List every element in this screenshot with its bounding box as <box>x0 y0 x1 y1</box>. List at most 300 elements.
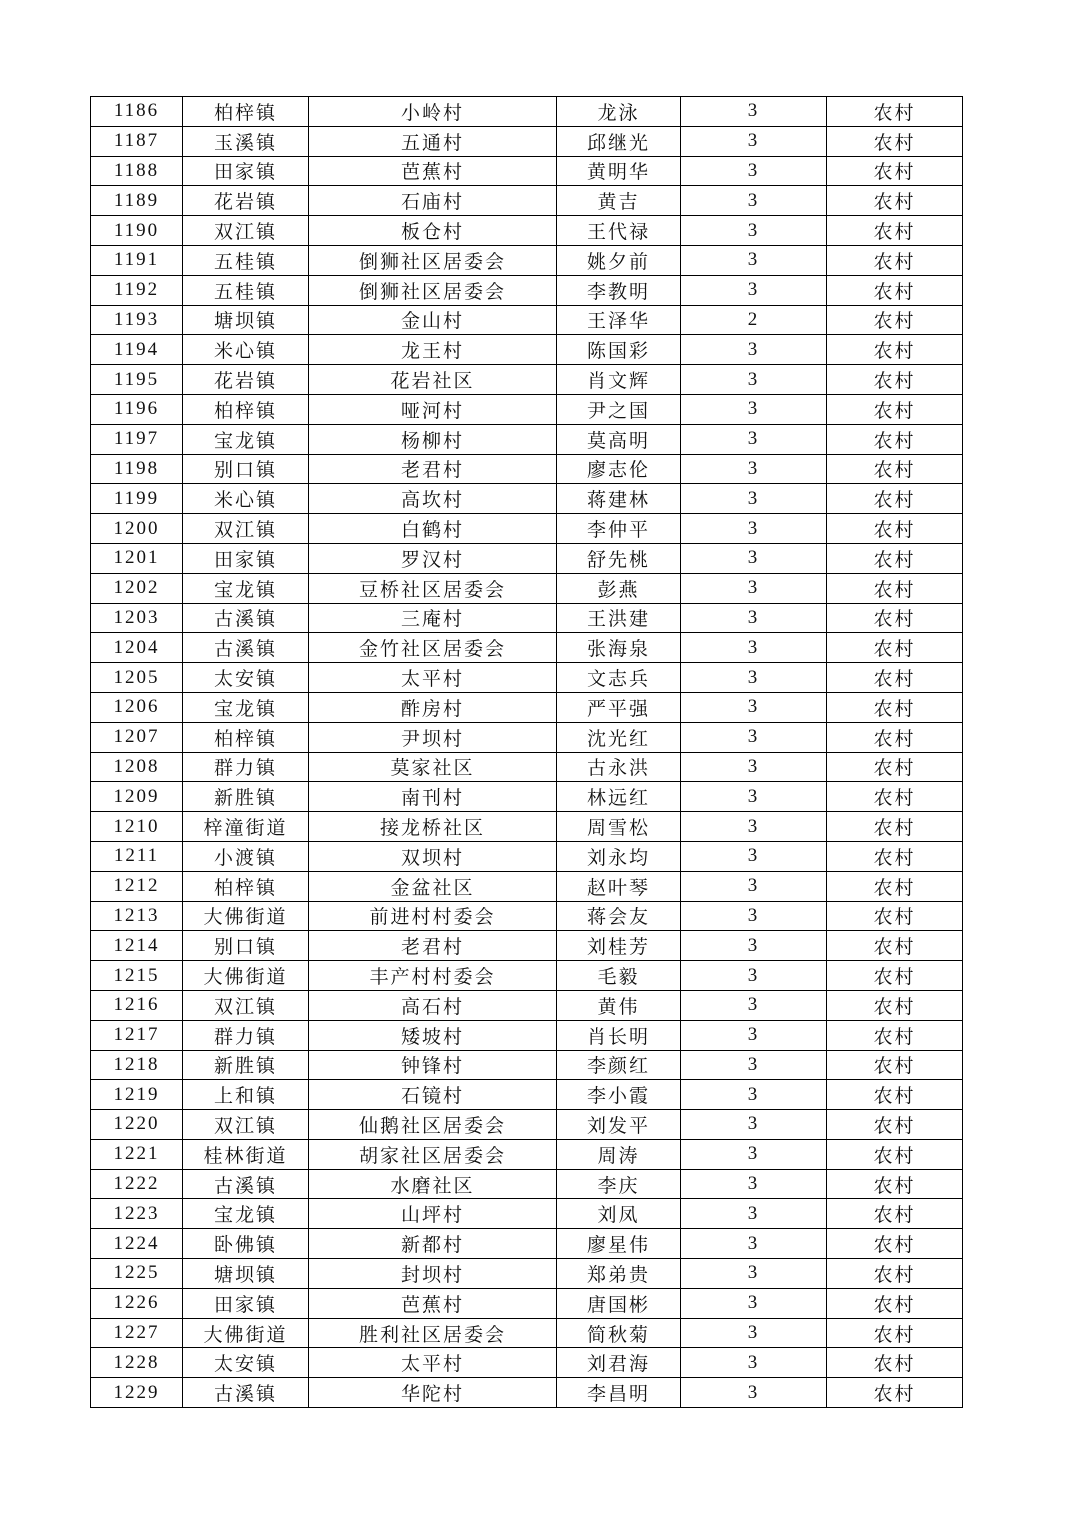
village-cell: 高坎村 <box>309 484 557 514</box>
category-cell: 农村 <box>827 126 963 156</box>
town-cell: 宝龙镇 <box>183 424 309 454</box>
town-cell: 上和镇 <box>183 1080 309 1110</box>
name-cell: 黄吉 <box>557 186 681 216</box>
serial-number-cell: 1192 <box>91 275 183 305</box>
table-row <box>91 722 963 752</box>
name-cell: 舒先桃 <box>557 543 681 573</box>
category-cell: 农村 <box>827 1110 963 1140</box>
count-cell: 3 <box>681 1259 827 1289</box>
table-row <box>91 514 963 544</box>
village-cell: 酢房村 <box>309 692 557 722</box>
town-cell: 小渡镇 <box>183 841 309 871</box>
table-row <box>91 633 963 663</box>
table-row <box>91 454 963 484</box>
town-cell: 田家镇 <box>183 156 309 186</box>
serial-number-cell: 1189 <box>91 186 183 216</box>
village-cell: 花岩社区 <box>309 365 557 395</box>
village-cell: 罗汉村 <box>309 543 557 573</box>
count-cell: 3 <box>681 812 827 842</box>
village-cell: 金山村 <box>309 305 557 335</box>
category-cell: 农村 <box>827 1259 963 1289</box>
category-cell: 农村 <box>827 603 963 633</box>
category-cell: 农村 <box>827 156 963 186</box>
serial-number-cell: 1213 <box>91 901 183 931</box>
table-row <box>91 275 963 305</box>
category-cell: 农村 <box>827 1348 963 1378</box>
village-cell: 白鹤村 <box>309 514 557 544</box>
table-row <box>91 335 963 365</box>
table-row <box>91 573 963 603</box>
village-cell: 南刊村 <box>309 782 557 812</box>
name-cell: 彭燕 <box>557 573 681 603</box>
town-cell: 花岩镇 <box>183 365 309 395</box>
serial-number-cell: 1193 <box>91 305 183 335</box>
count-cell: 2 <box>681 305 827 335</box>
table-row <box>91 782 963 812</box>
category-cell: 农村 <box>827 752 963 782</box>
town-cell: 宝龙镇 <box>183 1199 309 1229</box>
table-row <box>91 901 963 931</box>
count-cell: 3 <box>681 663 827 693</box>
serial-number-cell: 1188 <box>91 156 183 186</box>
table-row <box>91 424 963 454</box>
table-row <box>91 1259 963 1289</box>
name-cell: 蒋会友 <box>557 901 681 931</box>
village-cell: 前进村村委会 <box>309 901 557 931</box>
serial-number-cell: 1205 <box>91 663 183 693</box>
category-cell: 农村 <box>827 394 963 424</box>
village-cell: 倒狮社区居委会 <box>309 275 557 305</box>
name-cell: 肖文辉 <box>557 365 681 395</box>
village-cell: 新都村 <box>309 1229 557 1259</box>
town-cell: 花岩镇 <box>183 186 309 216</box>
name-cell: 古永洪 <box>557 752 681 782</box>
table-row <box>91 812 963 842</box>
count-cell: 3 <box>681 424 827 454</box>
count-cell: 3 <box>681 126 827 156</box>
category-cell: 农村 <box>827 722 963 752</box>
category-cell: 农村 <box>827 663 963 693</box>
table-row <box>91 245 963 275</box>
serial-number-cell: 1208 <box>91 752 183 782</box>
count-cell: 3 <box>681 1199 827 1229</box>
serial-number-cell: 1207 <box>91 722 183 752</box>
town-cell: 双江镇 <box>183 216 309 246</box>
table-row <box>91 1348 963 1378</box>
count-cell: 3 <box>681 454 827 484</box>
count-cell: 3 <box>681 603 827 633</box>
category-cell: 农村 <box>827 812 963 842</box>
table-row <box>91 752 963 782</box>
name-cell: 肖长明 <box>557 1020 681 1050</box>
count-cell: 3 <box>681 156 827 186</box>
village-cell: 钟锋村 <box>309 1050 557 1080</box>
village-cell: 矮坡村 <box>309 1020 557 1050</box>
serial-number-cell: 1199 <box>91 484 183 514</box>
village-cell: 石庙村 <box>309 186 557 216</box>
category-cell: 农村 <box>827 1080 963 1110</box>
serial-number-cell: 1206 <box>91 692 183 722</box>
serial-number-cell: 1186 <box>91 97 183 127</box>
roster-table <box>90 96 963 1408</box>
category-cell: 农村 <box>827 990 963 1020</box>
village-cell: 高石村 <box>309 990 557 1020</box>
town-cell: 田家镇 <box>183 543 309 573</box>
name-cell: 唐国彬 <box>557 1288 681 1318</box>
category-cell: 农村 <box>827 901 963 931</box>
serial-number-cell: 1195 <box>91 365 183 395</box>
table-row <box>91 1139 963 1169</box>
count-cell: 3 <box>681 1050 827 1080</box>
town-cell: 柏梓镇 <box>183 871 309 901</box>
village-cell: 小岭村 <box>309 97 557 127</box>
category-cell: 农村 <box>827 1050 963 1080</box>
table-row <box>91 156 963 186</box>
count-cell: 3 <box>681 543 827 573</box>
category-cell: 农村 <box>827 1229 963 1259</box>
category-cell: 农村 <box>827 1139 963 1169</box>
serial-number-cell: 1224 <box>91 1229 183 1259</box>
serial-number-cell: 1223 <box>91 1199 183 1229</box>
village-cell: 豆桥社区居委会 <box>309 573 557 603</box>
count-cell: 3 <box>681 97 827 127</box>
table-row <box>91 394 963 424</box>
village-cell: 华陀村 <box>309 1378 557 1408</box>
category-cell: 农村 <box>827 782 963 812</box>
name-cell: 李颜红 <box>557 1050 681 1080</box>
category-cell: 农村 <box>827 365 963 395</box>
name-cell: 周雪松 <box>557 812 681 842</box>
town-cell: 太安镇 <box>183 1348 309 1378</box>
village-cell: 封坝村 <box>309 1259 557 1289</box>
name-cell: 刘桂芳 <box>557 931 681 961</box>
category-cell: 农村 <box>827 335 963 365</box>
town-cell: 新胜镇 <box>183 1050 309 1080</box>
category-cell: 农村 <box>827 931 963 961</box>
name-cell: 郑弟贵 <box>557 1259 681 1289</box>
serial-number-cell: 1221 <box>91 1139 183 1169</box>
village-cell: 水磨社区 <box>309 1169 557 1199</box>
town-cell: 太安镇 <box>183 663 309 693</box>
town-cell: 塘坝镇 <box>183 305 309 335</box>
village-cell: 金竹社区居委会 <box>309 633 557 663</box>
category-cell: 农村 <box>827 1318 963 1348</box>
town-cell: 群力镇 <box>183 752 309 782</box>
count-cell: 3 <box>681 722 827 752</box>
serial-number-cell: 1212 <box>91 871 183 901</box>
village-cell: 山坪村 <box>309 1199 557 1229</box>
serial-number-cell: 1197 <box>91 424 183 454</box>
table-row <box>91 1169 963 1199</box>
name-cell: 邱继光 <box>557 126 681 156</box>
category-cell: 农村 <box>827 275 963 305</box>
serial-number-cell: 1216 <box>91 990 183 1020</box>
town-cell: 别口镇 <box>183 931 309 961</box>
category-cell: 农村 <box>827 573 963 603</box>
village-cell: 仙鹅社区居委会 <box>309 1110 557 1140</box>
town-cell: 五桂镇 <box>183 245 309 275</box>
serial-number-cell: 1196 <box>91 394 183 424</box>
name-cell: 李教明 <box>557 275 681 305</box>
count-cell: 3 <box>681 871 827 901</box>
count-cell: 3 <box>681 990 827 1020</box>
serial-number-cell: 1215 <box>91 961 183 991</box>
village-cell: 芭蕉村 <box>309 1288 557 1318</box>
name-cell: 李庆 <box>557 1169 681 1199</box>
village-cell: 接龙桥社区 <box>309 812 557 842</box>
table-row <box>91 1110 963 1140</box>
count-cell: 3 <box>681 782 827 812</box>
village-cell: 太平村 <box>309 1348 557 1378</box>
table-row <box>91 97 963 127</box>
serial-number-cell: 1225 <box>91 1259 183 1289</box>
serial-number-cell: 1218 <box>91 1050 183 1080</box>
town-cell: 宝龙镇 <box>183 692 309 722</box>
name-cell: 李小霞 <box>557 1080 681 1110</box>
table-row <box>91 931 963 961</box>
town-cell: 卧佛镇 <box>183 1229 309 1259</box>
serial-number-cell: 1228 <box>91 1348 183 1378</box>
count-cell: 3 <box>681 931 827 961</box>
serial-number-cell: 1201 <box>91 543 183 573</box>
name-cell: 毛毅 <box>557 961 681 991</box>
town-cell: 大佛街道 <box>183 961 309 991</box>
count-cell: 3 <box>681 1348 827 1378</box>
village-cell: 五通村 <box>309 126 557 156</box>
count-cell: 3 <box>681 1169 827 1199</box>
town-cell: 古溪镇 <box>183 603 309 633</box>
town-cell: 米心镇 <box>183 335 309 365</box>
serial-number-cell: 1211 <box>91 841 183 871</box>
count-cell: 3 <box>681 901 827 931</box>
table-row <box>91 484 963 514</box>
name-cell: 刘发平 <box>557 1110 681 1140</box>
name-cell: 沈光红 <box>557 722 681 752</box>
name-cell: 文志兵 <box>557 663 681 693</box>
name-cell: 简秋菊 <box>557 1318 681 1348</box>
name-cell: 严平强 <box>557 692 681 722</box>
table-row <box>91 1020 963 1050</box>
name-cell: 廖星伟 <box>557 1229 681 1259</box>
serial-number-cell: 1198 <box>91 454 183 484</box>
category-cell: 农村 <box>827 1199 963 1229</box>
count-cell: 3 <box>681 514 827 544</box>
serial-number-cell: 1229 <box>91 1378 183 1408</box>
category-cell: 农村 <box>827 871 963 901</box>
name-cell: 李仲平 <box>557 514 681 544</box>
category-cell: 农村 <box>827 1169 963 1199</box>
serial-number-cell: 1219 <box>91 1080 183 1110</box>
serial-number-cell: 1203 <box>91 603 183 633</box>
count-cell: 3 <box>681 692 827 722</box>
town-cell: 古溪镇 <box>183 1378 309 1408</box>
category-cell: 农村 <box>827 633 963 663</box>
town-cell: 柏梓镇 <box>183 97 309 127</box>
name-cell: 姚夕前 <box>557 245 681 275</box>
village-cell: 三庵村 <box>309 603 557 633</box>
table-row <box>91 871 963 901</box>
town-cell: 宝龙镇 <box>183 573 309 603</box>
name-cell: 尹之国 <box>557 394 681 424</box>
table-row <box>91 990 963 1020</box>
count-cell: 3 <box>681 1020 827 1050</box>
serial-number-cell: 1226 <box>91 1288 183 1318</box>
village-cell: 太平村 <box>309 663 557 693</box>
table-row <box>91 365 963 395</box>
town-cell: 双江镇 <box>183 990 309 1020</box>
category-cell: 农村 <box>827 841 963 871</box>
category-cell: 农村 <box>827 1288 963 1318</box>
serial-number-cell: 1190 <box>91 216 183 246</box>
table-row <box>91 1050 963 1080</box>
table-row <box>91 126 963 156</box>
name-cell: 龙泳 <box>557 97 681 127</box>
name-cell: 刘君海 <box>557 1348 681 1378</box>
count-cell: 3 <box>681 186 827 216</box>
name-cell: 蒋建林 <box>557 484 681 514</box>
town-cell: 别口镇 <box>183 454 309 484</box>
table-row <box>91 1199 963 1229</box>
category-cell: 农村 <box>827 484 963 514</box>
category-cell: 农村 <box>827 543 963 573</box>
category-cell: 农村 <box>827 305 963 335</box>
serial-number-cell: 1194 <box>91 335 183 365</box>
serial-number-cell: 1204 <box>91 633 183 663</box>
count-cell: 3 <box>681 216 827 246</box>
category-cell: 农村 <box>827 514 963 544</box>
serial-number-cell: 1222 <box>91 1169 183 1199</box>
serial-number-cell: 1220 <box>91 1110 183 1140</box>
count-cell: 3 <box>681 484 827 514</box>
table-row <box>91 663 963 693</box>
category-cell: 农村 <box>827 961 963 991</box>
serial-number-cell: 1227 <box>91 1318 183 1348</box>
count-cell: 3 <box>681 394 827 424</box>
village-cell: 丰产村村委会 <box>309 961 557 991</box>
category-cell: 农村 <box>827 1020 963 1050</box>
village-cell: 杨柳村 <box>309 424 557 454</box>
village-cell: 莫家社区 <box>309 752 557 782</box>
table-row <box>91 305 963 335</box>
village-cell: 尹坝村 <box>309 722 557 752</box>
village-cell: 板仓村 <box>309 216 557 246</box>
category-cell: 农村 <box>827 454 963 484</box>
count-cell: 3 <box>681 841 827 871</box>
count-cell: 3 <box>681 961 827 991</box>
serial-number-cell: 1214 <box>91 931 183 961</box>
village-cell: 胜利社区居委会 <box>309 1318 557 1348</box>
name-cell: 黄明华 <box>557 156 681 186</box>
name-cell: 刘凤 <box>557 1199 681 1229</box>
category-cell: 农村 <box>827 424 963 454</box>
village-cell: 石镜村 <box>309 1080 557 1110</box>
category-cell: 农村 <box>827 1378 963 1408</box>
table-row <box>91 692 963 722</box>
town-cell: 古溪镇 <box>183 1169 309 1199</box>
town-cell: 梓潼街道 <box>183 812 309 842</box>
count-cell: 3 <box>681 1080 827 1110</box>
count-cell: 3 <box>681 1110 827 1140</box>
serial-number-cell: 1187 <box>91 126 183 156</box>
town-cell: 米心镇 <box>183 484 309 514</box>
town-cell: 柏梓镇 <box>183 394 309 424</box>
name-cell: 王洪建 <box>557 603 681 633</box>
category-cell: 农村 <box>827 186 963 216</box>
town-cell: 桂林街道 <box>183 1139 309 1169</box>
table-row <box>91 1080 963 1110</box>
name-cell: 廖志伦 <box>557 454 681 484</box>
town-cell: 塘坝镇 <box>183 1259 309 1289</box>
village-cell: 金盆社区 <box>309 871 557 901</box>
table-row <box>91 961 963 991</box>
count-cell: 3 <box>681 633 827 663</box>
town-cell: 田家镇 <box>183 1288 309 1318</box>
name-cell: 莫高明 <box>557 424 681 454</box>
category-cell: 农村 <box>827 216 963 246</box>
town-cell: 玉溪镇 <box>183 126 309 156</box>
town-cell: 五桂镇 <box>183 275 309 305</box>
village-cell: 胡家社区居委会 <box>309 1139 557 1169</box>
count-cell: 3 <box>681 365 827 395</box>
serial-number-cell: 1209 <box>91 782 183 812</box>
name-cell: 王代禄 <box>557 216 681 246</box>
table-row <box>91 1229 963 1259</box>
town-cell: 古溪镇 <box>183 633 309 663</box>
count-cell: 3 <box>681 275 827 305</box>
count-cell: 3 <box>681 752 827 782</box>
town-cell: 大佛街道 <box>183 901 309 931</box>
count-cell: 3 <box>681 1288 827 1318</box>
village-cell: 龙王村 <box>309 335 557 365</box>
name-cell: 周涛 <box>557 1139 681 1169</box>
count-cell: 3 <box>681 1318 827 1348</box>
table-row <box>91 603 963 633</box>
town-cell: 柏梓镇 <box>183 722 309 752</box>
name-cell: 林远红 <box>557 782 681 812</box>
count-cell: 3 <box>681 335 827 365</box>
serial-number-cell: 1217 <box>91 1020 183 1050</box>
name-cell: 刘永均 <box>557 841 681 871</box>
category-cell: 农村 <box>827 245 963 275</box>
village-cell: 倒狮社区居委会 <box>309 245 557 275</box>
serial-number-cell: 1210 <box>91 812 183 842</box>
village-cell: 老君村 <box>309 931 557 961</box>
serial-number-cell: 1200 <box>91 514 183 544</box>
roster-table-body <box>91 97 963 1408</box>
table-row <box>91 841 963 871</box>
count-cell: 3 <box>681 1229 827 1259</box>
table-row <box>91 1288 963 1318</box>
town-cell: 双江镇 <box>183 514 309 544</box>
name-cell: 李昌明 <box>557 1378 681 1408</box>
table-row <box>91 186 963 216</box>
town-cell: 群力镇 <box>183 1020 309 1050</box>
name-cell: 王泽华 <box>557 305 681 335</box>
table-row <box>91 216 963 246</box>
serial-number-cell: 1202 <box>91 573 183 603</box>
serial-number-cell: 1191 <box>91 245 183 275</box>
table-row <box>91 543 963 573</box>
count-cell: 3 <box>681 1139 827 1169</box>
village-cell: 芭蕉村 <box>309 156 557 186</box>
name-cell: 陈国彩 <box>557 335 681 365</box>
name-cell: 黄伟 <box>557 990 681 1020</box>
category-cell: 农村 <box>827 692 963 722</box>
town-cell: 双江镇 <box>183 1110 309 1140</box>
name-cell: 张海泉 <box>557 633 681 663</box>
village-cell: 双坝村 <box>309 841 557 871</box>
table-row <box>91 1378 963 1408</box>
